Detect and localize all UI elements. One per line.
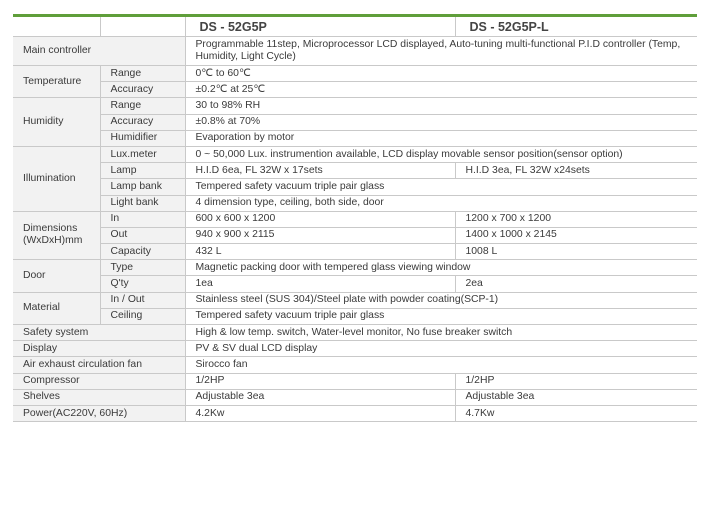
material-ceiling-label: Ceiling bbox=[100, 308, 185, 324]
door-label: Door bbox=[13, 260, 100, 292]
dimensions-in-model-2: 1200 x 700 x 1200 bbox=[455, 211, 697, 227]
lamp-value-model-1: H.I.D 6ea, FL 32W x 17sets bbox=[185, 163, 455, 179]
table-row bbox=[13, 244, 697, 260]
header-row bbox=[13, 17, 697, 37]
display-value: PV & SV dual LCD display bbox=[185, 341, 697, 357]
model-2-header: DS - 52G5P-L bbox=[455, 17, 697, 37]
material-label: Material bbox=[13, 292, 100, 324]
spec-table bbox=[13, 17, 697, 422]
temperature-range-value: 0℃ to 60℃ bbox=[185, 66, 697, 82]
compressor-model-1: 1/2HP bbox=[185, 373, 455, 389]
material-in-out-value: Stainless steel (SUS 304)/Steel plate with powder coating(SCP-1) bbox=[185, 292, 697, 308]
dimensions-out-model-1: 940 x 900 x 2115 bbox=[185, 227, 455, 243]
table-row bbox=[13, 308, 697, 324]
air-fan-value: Sirocco fan bbox=[185, 357, 697, 373]
temperature-range-label: Range bbox=[100, 66, 185, 82]
humidifier-value: Evaporation by motor bbox=[185, 130, 697, 146]
door-qty-model-2: 2ea bbox=[455, 276, 697, 292]
table-row bbox=[13, 227, 697, 243]
illumination-label: Illumination bbox=[13, 146, 100, 211]
power-label: Power(AC220V, 60Hz) bbox=[13, 405, 185, 421]
table-row bbox=[13, 276, 697, 292]
power-model-2: 4.7Kw bbox=[455, 405, 697, 421]
model-1-header: DS - 52G5P bbox=[185, 17, 455, 37]
safety-system-value: High & low temp. switch, Water-level monitor, No fuse breaker switch bbox=[185, 325, 697, 341]
main-controller-label: Main controller bbox=[13, 37, 185, 66]
table-row bbox=[13, 37, 697, 66]
dimensions-label: Dimensions (WxDxH)mm bbox=[13, 211, 100, 260]
table-row bbox=[13, 389, 697, 405]
lamp-bank-value: Tempered safety vacuum triple pair glass bbox=[185, 179, 697, 195]
capacity-model-1: 432 L bbox=[185, 244, 455, 260]
material-in-out-label: In / Out bbox=[100, 292, 185, 308]
table-row bbox=[13, 195, 697, 211]
header-blank bbox=[13, 17, 100, 37]
dimensions-out-model-2: 1400 x 1000 x 2145 bbox=[455, 227, 697, 243]
temperature-accuracy-label: Accuracy bbox=[100, 82, 185, 98]
table-row bbox=[13, 211, 697, 227]
table-row bbox=[13, 292, 697, 308]
table-row bbox=[13, 325, 697, 341]
lamp-label: Lamp bbox=[100, 163, 185, 179]
table-row bbox=[13, 163, 697, 179]
compressor-label: Compressor bbox=[13, 373, 185, 389]
capacity-label: Capacity bbox=[100, 244, 185, 260]
dimensions-in-model-1: 600 x 600 x 1200 bbox=[185, 211, 455, 227]
table-row bbox=[13, 82, 697, 98]
humidity-accuracy-value: ±0.8% at 70% bbox=[185, 114, 697, 130]
light-bank-label: Light bank bbox=[100, 195, 185, 211]
shelves-model-2: Adjustable 3ea bbox=[455, 389, 697, 405]
air-fan-label: Air exhaust circulation fan bbox=[13, 357, 185, 373]
safety-system-label: Safety system bbox=[13, 325, 185, 341]
table-row bbox=[13, 357, 697, 373]
shelves-label: Shelves bbox=[13, 389, 185, 405]
table-row bbox=[13, 179, 697, 195]
luxmeter-label: Lux.meter bbox=[100, 146, 185, 162]
humidity-range-label: Range bbox=[100, 98, 185, 114]
temperature-label: Temperature bbox=[13, 66, 100, 98]
table-row bbox=[13, 260, 697, 276]
table-row bbox=[13, 130, 697, 146]
table-row bbox=[13, 66, 697, 82]
door-qty-label: Q'ty bbox=[100, 276, 185, 292]
luxmeter-value: 0 ~ 50,000 Lux. instrumention available, LCD display movable sensor position(sensor option) bbox=[185, 146, 697, 162]
lamp-value-model-2: H.I.D 3ea, FL 32W x24sets bbox=[455, 163, 697, 179]
table-row bbox=[13, 146, 697, 162]
door-qty-model-1: 1ea bbox=[185, 276, 455, 292]
door-type-label: Type bbox=[100, 260, 185, 276]
humidifier-label: Humidifier bbox=[100, 130, 185, 146]
capacity-model-2: 1008 L bbox=[455, 244, 697, 260]
main-controller-value: Programmable 11step, Microprocessor LCD displayed, Auto-tuning multi-functional P.I.D controller (Temp, Humidity, Light Cycle) bbox=[185, 37, 697, 66]
door-type-value: Magnetic packing door with tempered glass viewing window bbox=[185, 260, 697, 276]
shelves-model-1: Adjustable 3ea bbox=[185, 389, 455, 405]
humidity-label: Humidity bbox=[13, 98, 100, 147]
table-row bbox=[13, 373, 697, 389]
display-label: Display bbox=[13, 341, 185, 357]
material-ceiling-value: Tempered safety vacuum triple pair glass bbox=[185, 308, 697, 324]
light-bank-value: 4 dimension type, ceiling, both side, door bbox=[185, 195, 697, 211]
dimensions-in-label: In bbox=[100, 211, 185, 227]
dimensions-out-label: Out bbox=[100, 227, 185, 243]
humidity-accuracy-label: Accuracy bbox=[100, 114, 185, 130]
table-row bbox=[13, 405, 697, 421]
lamp-bank-label: Lamp bank bbox=[100, 179, 185, 195]
table-row bbox=[13, 114, 697, 130]
table-row bbox=[13, 341, 697, 357]
header-blank bbox=[100, 17, 185, 37]
humidity-range-value: 30 to 98% RH bbox=[185, 98, 697, 114]
power-model-1: 4.2Kw bbox=[185, 405, 455, 421]
table-row bbox=[13, 98, 697, 114]
compressor-model-2: 1/2HP bbox=[455, 373, 697, 389]
temperature-accuracy-value: ±0.2℃ at 25℃ bbox=[185, 82, 697, 98]
